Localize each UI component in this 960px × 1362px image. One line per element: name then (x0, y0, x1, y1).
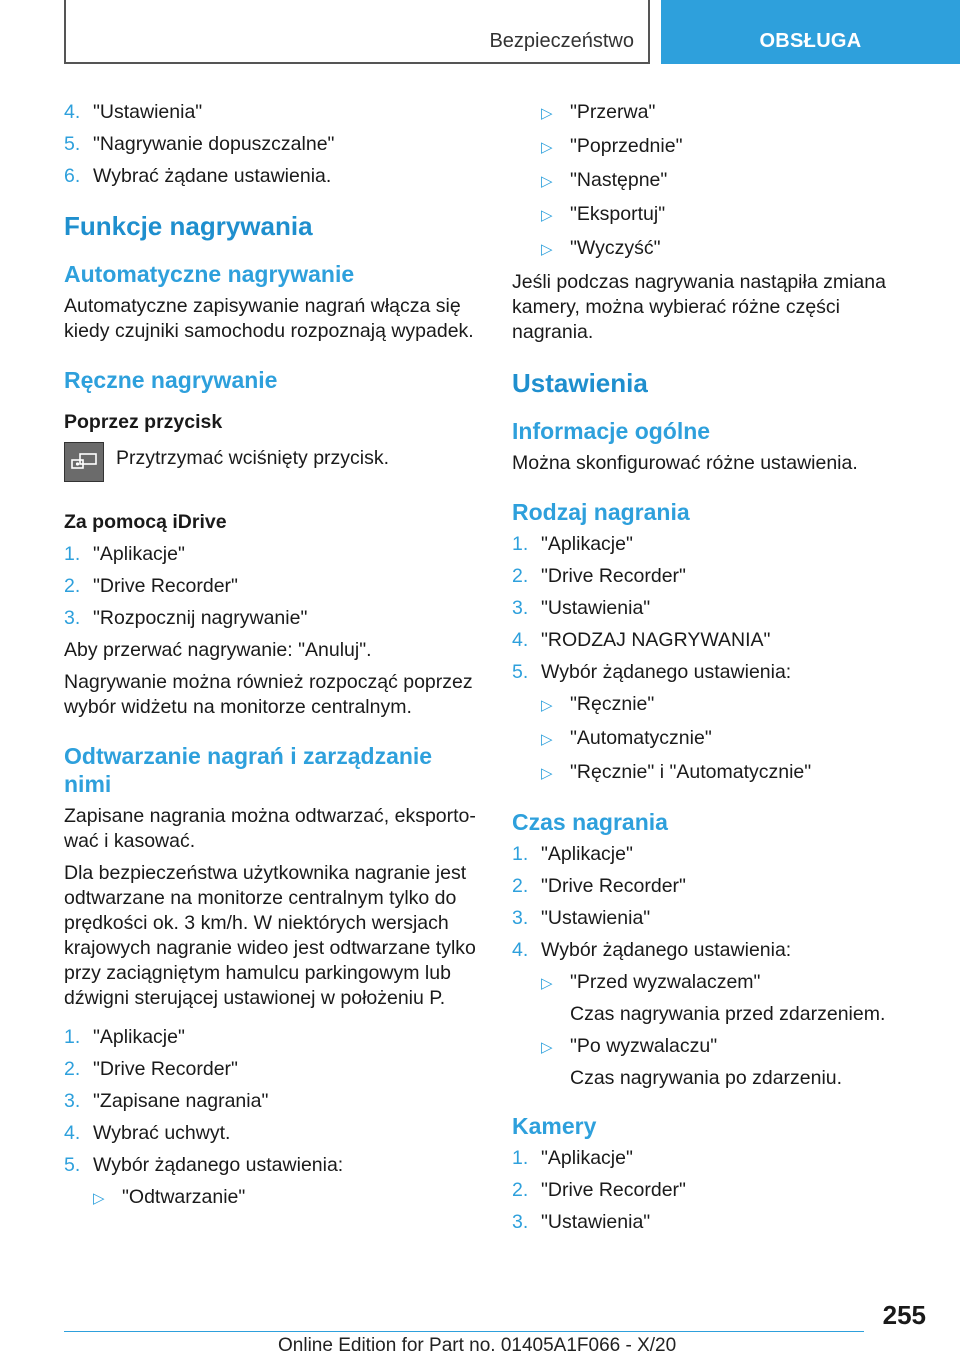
czas-subs (541, 970, 912, 1090)
heading-reczne-nagrywanie: Ręczne nagrywanie (64, 367, 278, 393)
rodzaj-steps (512, 532, 912, 684)
heading-funkcje-nagrywania: Funkcje nagrywania (64, 211, 313, 241)
list-item (64, 1057, 482, 1081)
step-text: "Ustawienia" (541, 597, 651, 619)
list-item (541, 134, 912, 160)
step-text: "Aplikacje" (93, 543, 185, 565)
step-text: "Aplikacje" (541, 1147, 633, 1169)
step-number: 6. (64, 165, 81, 187)
sub-text: "Po wyzwalaczu" (570, 1035, 718, 1057)
step-text: "Nagrywanie dopuszczalne" (93, 133, 335, 155)
heading-informacje-ogolne: Informacje ogólne (512, 418, 711, 444)
heading-czas-nagrania: Czas nagrania (512, 809, 668, 835)
step-number: 3. (512, 1211, 529, 1233)
list-item (541, 726, 912, 752)
button-instruction-text: Przytrzymać wciśnięty przycisk. (116, 447, 390, 469)
triangle-bullet-icon: ▷ (541, 975, 553, 992)
list-item (64, 542, 482, 566)
triangle-bullet-icon: ▷ (541, 241, 553, 258)
step-number: 3. (64, 607, 81, 629)
sub-text: "Wyczyść" (570, 237, 661, 259)
button-instruction (64, 442, 482, 482)
step-text: "Zapisane nagrania" (93, 1090, 269, 1112)
right-column (512, 100, 912, 1242)
list-item (541, 1034, 912, 1090)
drive-recorder-button-icon (64, 442, 104, 482)
step-number: 1. (64, 543, 81, 565)
step-text: "Aplikacje" (93, 1026, 185, 1048)
step-number: 3. (64, 1090, 81, 1112)
heading-automatyczne-nagrywanie: Automatyczne nagrywanie (64, 261, 355, 287)
list-item (541, 202, 912, 228)
list-item (512, 628, 912, 652)
triangle-bullet-icon: ▷ (93, 1190, 105, 1207)
heading-ustawienia: Ustawienia (512, 368, 648, 398)
step-text: "Ustawienia" (541, 907, 651, 929)
czas-steps (512, 842, 912, 962)
step-text: "Aplikacje" (541, 843, 633, 865)
step-number: 4. (512, 629, 529, 651)
step-number: 5. (512, 661, 529, 683)
step-text: Wybrać żądane ustawienia. (93, 165, 332, 187)
step-text: "Aplikacje" (541, 533, 633, 555)
step-text: "Drive Recorder" (541, 1179, 686, 1201)
step-text: "Drive Recorder" (93, 1058, 238, 1080)
list-item (541, 760, 912, 786)
paragraph-info: Można skonfigurować różne ustawienia. (512, 452, 858, 474)
paragraph-odtw-2: Dla bezpieczeństwa użytkownika nagranie jest odtwarzane na monitorze centralnym tylko do prędkości ok. 3 km/h. W niektórych wersjach krajowych nagranie wideo jest odtwarzane tylko przy zaciągniętym hamulcu parkingowym lub dźwigni sterującej ustawionej w położeniu P. (64, 862, 476, 1009)
step-number: 1. (512, 843, 529, 865)
list-item (512, 1210, 912, 1234)
odtw-steps (64, 1025, 482, 1177)
list-item (541, 168, 912, 194)
triangle-bullet-icon: ▷ (541, 173, 553, 190)
step-number: 1. (512, 533, 529, 555)
list-item (64, 1025, 482, 1049)
triangle-bullet-icon: ▷ (541, 765, 553, 782)
step-number: 2. (512, 875, 529, 897)
odtw-subs (93, 1185, 482, 1211)
list-item (64, 1121, 482, 1145)
step-text: Wybór żądanego ustawienia: (93, 1154, 344, 1176)
step-text: "Drive Recorder" (541, 565, 686, 587)
step-number: 4. (512, 939, 529, 961)
sub-text: "Poprzednie" (570, 135, 683, 157)
list-item (512, 532, 912, 556)
list-item (541, 970, 912, 1026)
step-number: 1. (512, 1147, 529, 1169)
step-text: "RODZAJ NAGRYWANIA" (541, 629, 771, 651)
header-chapter-tab (661, 0, 960, 64)
step-number: 3. (512, 907, 529, 929)
step-number: 2. (64, 575, 81, 597)
footer-edition: Online Edition for Part no. 01405A1F066 - X/20 (278, 1335, 677, 1356)
triangle-bullet-icon: ▷ (541, 105, 553, 122)
list-item (64, 164, 482, 188)
step-number: 4. (64, 101, 81, 123)
list-item (64, 1153, 482, 1177)
list-item (541, 692, 912, 718)
heading-odtwarzanie: Odtwarzanie nagrań i zarządzanie nimi (64, 743, 433, 797)
list-item (541, 236, 912, 262)
sub-text: "Ręcznie" i "Automatycznie" (570, 761, 812, 783)
odtw-subs-continued (541, 100, 912, 262)
list-item (512, 564, 912, 588)
sub-text: "Następne" (570, 169, 668, 191)
paragraph-odtw-1: Zapisane nagrania można odtwarzać, eksportować i kasować. (64, 805, 476, 852)
triangle-bullet-icon: ▷ (541, 731, 553, 748)
list-item (64, 1089, 482, 1113)
step-text: "Drive Recorder" (93, 575, 238, 597)
list-item (64, 132, 482, 156)
sub-text: "Automatycznie" (570, 727, 712, 749)
idrive-steps (64, 542, 482, 630)
footer-divider (64, 1331, 864, 1332)
step-text: Wybór żądanego ustawienia: (541, 661, 792, 683)
header-chapter-title: OBSŁUGA (759, 30, 862, 52)
heading-kamery: Kamery (512, 1113, 597, 1139)
sub-note: Czas nagrywania po zdarzeniu. (570, 1067, 843, 1089)
triangle-bullet-icon: ▷ (541, 139, 553, 156)
list-item (512, 596, 912, 620)
step-text: Wybrać uchwyt. (93, 1122, 231, 1144)
list-item (541, 100, 912, 126)
paragraph-zmiana-kamery: Jeśli podczas nagrywania nastąpiła zmiana kamery, można wybierać różne części nagrania. (512, 271, 886, 343)
step-number: 2. (512, 565, 529, 587)
list-item (64, 606, 482, 630)
list-item (64, 100, 482, 124)
header-section-box (64, 0, 650, 64)
paragraph-przerwac: Aby przerwać nagrywanie: "Anuluj". (64, 639, 372, 661)
sub-text: "Przerwa" (570, 101, 656, 123)
heading-rodzaj-nagrania: Rodzaj nagrania (512, 499, 690, 525)
list-item (512, 842, 912, 866)
list-item (64, 574, 482, 598)
list-item (512, 874, 912, 898)
kamery-steps (512, 1146, 912, 1234)
step-number: 3. (512, 597, 529, 619)
step-text: "Ustawienia" (541, 1211, 651, 1233)
step-number: 2. (512, 1179, 529, 1201)
sub-text: "Przed wyzwalaczem" (570, 971, 761, 993)
sub-text: "Eksportuj" (570, 203, 666, 225)
sub-text: "Odtwarzanie" (122, 1186, 246, 1208)
left-column (64, 100, 482, 1219)
step-text: "Rozpocznij nagrywanie" (93, 607, 308, 629)
list-item (512, 660, 912, 684)
heading-za-pomoca-idrive: Za pomocą iDrive (64, 511, 227, 533)
list-item (512, 1178, 912, 1202)
list-item (93, 1185, 482, 1211)
step-number: 5. (64, 133, 81, 155)
triangle-bullet-icon: ▷ (541, 207, 553, 224)
rodzaj-subs (541, 692, 912, 786)
sub-text: "Ręcznie" (570, 693, 655, 715)
header-section-title: Bezpieczeństwo (489, 30, 634, 52)
step-number: 1. (64, 1026, 81, 1048)
list-item (512, 1146, 912, 1170)
step-text: Wybór żądanego ustawienia: (541, 939, 792, 961)
triangle-bullet-icon: ▷ (541, 1039, 553, 1056)
step-text: "Drive Recorder" (541, 875, 686, 897)
list-item (512, 906, 912, 930)
page-number: 255 (882, 1300, 926, 1330)
intro-steps (64, 100, 482, 188)
triangle-bullet-icon: ▷ (541, 697, 553, 714)
sub-note: Czas nagrywania przed zdarzeniem. (570, 1003, 886, 1025)
step-text: "Ustawienia" (93, 101, 203, 123)
step-number: 5. (64, 1154, 81, 1176)
paragraph-widget: Nagrywanie można również rozpocząć poprzez wybór widżetu na monitorze centralnym. (64, 671, 473, 718)
list-item (512, 938, 912, 962)
heading-poprzez-przycisk: Poprzez przycisk (64, 411, 223, 433)
step-number: 2. (64, 1058, 81, 1080)
step-number: 4. (64, 1122, 81, 1144)
paragraph-auto: Automatyczne zapisywanie nagrań włącza się kiedy czujniki samochodu rozpoznają wypadek. (64, 295, 474, 342)
